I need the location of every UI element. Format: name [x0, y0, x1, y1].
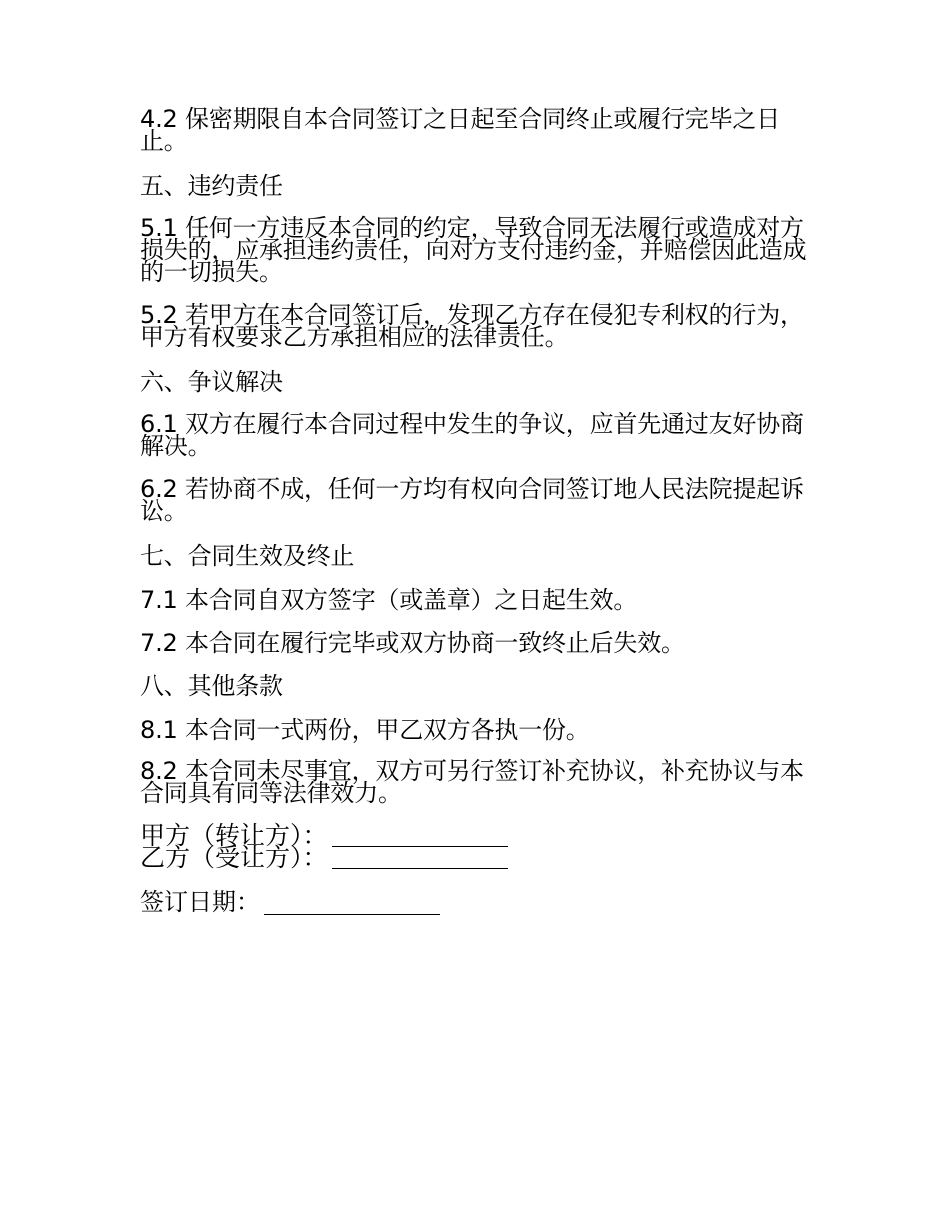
heading-other-terms: 八、其他条款 [140, 672, 283, 700]
clause-7-1: 7.1 本合同自双方签字（或盖章）之日起生效。 [140, 586, 638, 614]
heading-effectiveness-termination: 七、合同生效及终止 [140, 542, 355, 570]
heading-breach-liability: 五、违约责任 [140, 172, 283, 200]
clause-5-1: 5.1 任何一方违反本合同的约定，导致合同无法履行或造成对方损失的，应承担违约责任，向对方支付违约金，并赔偿因此造成的一切损失。 [140, 214, 807, 286]
signing-date-line [140, 889, 815, 915]
clause-6-1: 6.1 双方在履行本合同过程中发生的争议，应首先通过友好协商解决。 [140, 410, 804, 460]
clause-5-2: 5.2 若甲方在本合同签订后，发现乙方存在侵犯专利权的行为，甲方有权要求乙方承担相应的法律责任。 [140, 301, 804, 351]
heading-dispute-resolution: 六、争议解决 [140, 368, 283, 396]
signature-block [140, 821, 815, 872]
party-b-signature-line [140, 843, 815, 872]
clause-8-2: 8.2 本合同未尽事宜，双方可另行签订补充协议，补充协议与本合同具有同等法律效力。 [140, 757, 804, 807]
party-a-label: 甲方（转让方）： [140, 821, 328, 850]
clause-7-2: 7.2 本合同在履行完毕或双方协商一致终止后失效。 [140, 629, 685, 657]
party-b-blank [332, 852, 508, 869]
party-a-blank [332, 830, 508, 847]
signing-date-label: 签订日期： [140, 888, 260, 916]
clause-4-2: 4.2 保密期限自本合同签订之日起至合同终止或履行完毕之日止。 [140, 105, 780, 155]
clause-6-2: 6.2 若协商不成，任何一方均有权向合同签订地人民法院提起诉讼。 [140, 475, 804, 525]
contract-page [140, 105, 815, 916]
party-b-label: 乙方（受让方）： [140, 843, 328, 872]
signing-date-blank [264, 898, 440, 915]
clause-8-1: 8.1 本合同一式两份，甲乙双方各执一份。 [140, 716, 590, 744]
